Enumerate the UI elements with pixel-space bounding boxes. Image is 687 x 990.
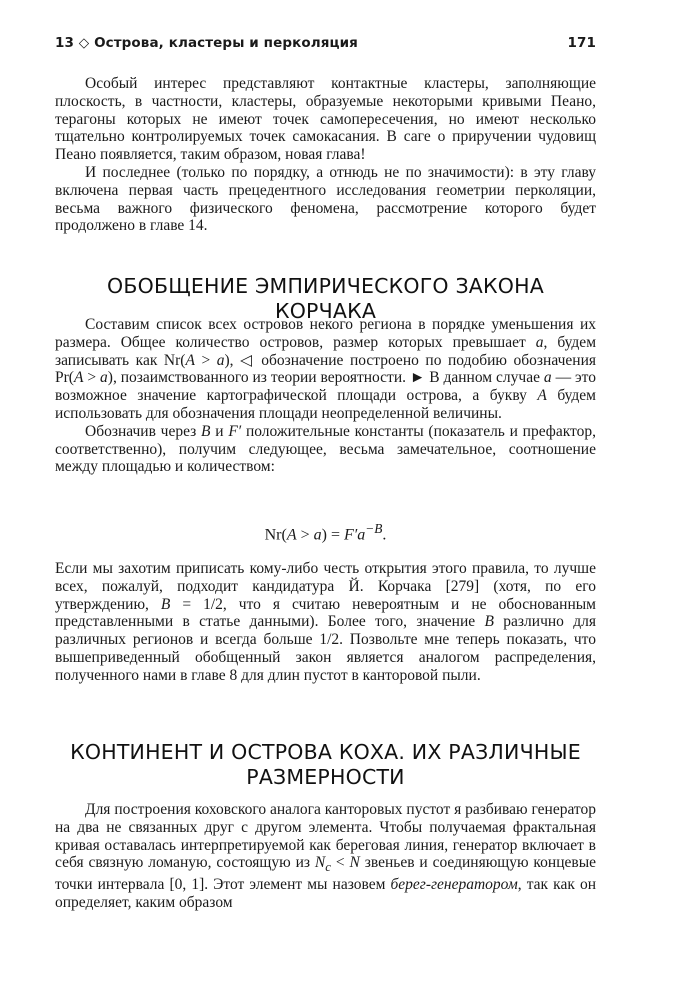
korchak-formula: $Nr(A > a) = F'a^{-B}$. — [264, 521, 387, 544]
chapter-title: 13 ◇ Острова, кластеры и перколяция — [55, 35, 358, 51]
paragraph: Составим список всех островов некого региона в порядке уменьшения их размера. Общее количество островов, размер которых превышает a, будем записывать как Nr(A > a), ◁ обозначение построено по подобию обозначения Pr(A > a), позаимствованного из теории вероятности. ► В данном случае a — это возможное значение картографической площади острова, а букву A будем использовать для обозначения площади неопределенной величины. — [55, 316, 596, 422]
paragraph: Для построения коховского аналога канторовых пустот я разбиваю генератор на два не связанных друг с другом элемента. Чтобы получаемая фрактальная кривая оставалась интерпретируемой как береговая линия, генератор включает в себя связную ломаную, состоящую из $N_c < N$ звеньев и соединяющую концевые точки интервала [0, 1]. Этот элемент мы назовем берег-генератором, так как он определяет, каким образом — [55, 801, 597, 912]
paragraph: Если мы захотим приписать кому-либо честь открытия этого правила, то лучше всех, пожалуй, подходит кандидатура Й. Корчака [279] (хотя, по его утверждению, B = 1/2, что я считаю невероятным и не обоснованным представленными в статье данными). Более того, значение B различно для различных регионов и всегда больше 1/2. Позвольте мне теперь показать, что вышеприведенный обобщенный закон является аналогом распределения, полученного нами в главе 8 для длин пустот в канторовой пыли. — [55, 560, 596, 684]
intro-text — [55, 75, 596, 235]
section2-text — [55, 801, 596, 912]
page-number: 171 — [567, 35, 596, 51]
paragraph: Обозначив через B и F′ положительные константы (показатель и префактор, соответственно), получим следующее, весьма замечательное, соотношение между площадью и количеством: — [55, 422, 596, 476]
paragraph: И последнее (только по порядку, а отнюдь не по значимости): в эту главу включена первая часть прецедентного исследования геометрии перколяции, весьма важного физического феномена, рассмотрение которого будет продолжено в главе 14. — [55, 163, 596, 235]
paragraph: Особый интерес представляют контактные кластеры, заполняющие плоскость, в частности, кластеры, образуемые некоторыми кривыми Пеано, терагоны которых не имеют точек самопересечения, но имеют несколько тщательно контролируемых точек самокасания. В саге о приручении чудовищ Пеано появляется, таким образом, новая глава! — [55, 75, 596, 164]
section-heading-koch: КОНТИНЕНТ И ОСТРОВА КОХА. ИХ РАЗЛИЧНЫЕ РАЗМЕРНОСТИ — [70, 740, 581, 789]
section-heading-korchak: ОБОБЩЕНИЕ ЭМПИРИЧЕСКОГО ЗАКОНА КОРЧАКА — [107, 274, 544, 323]
section1-text-cont — [55, 560, 596, 685]
section1-text — [55, 316, 596, 476]
